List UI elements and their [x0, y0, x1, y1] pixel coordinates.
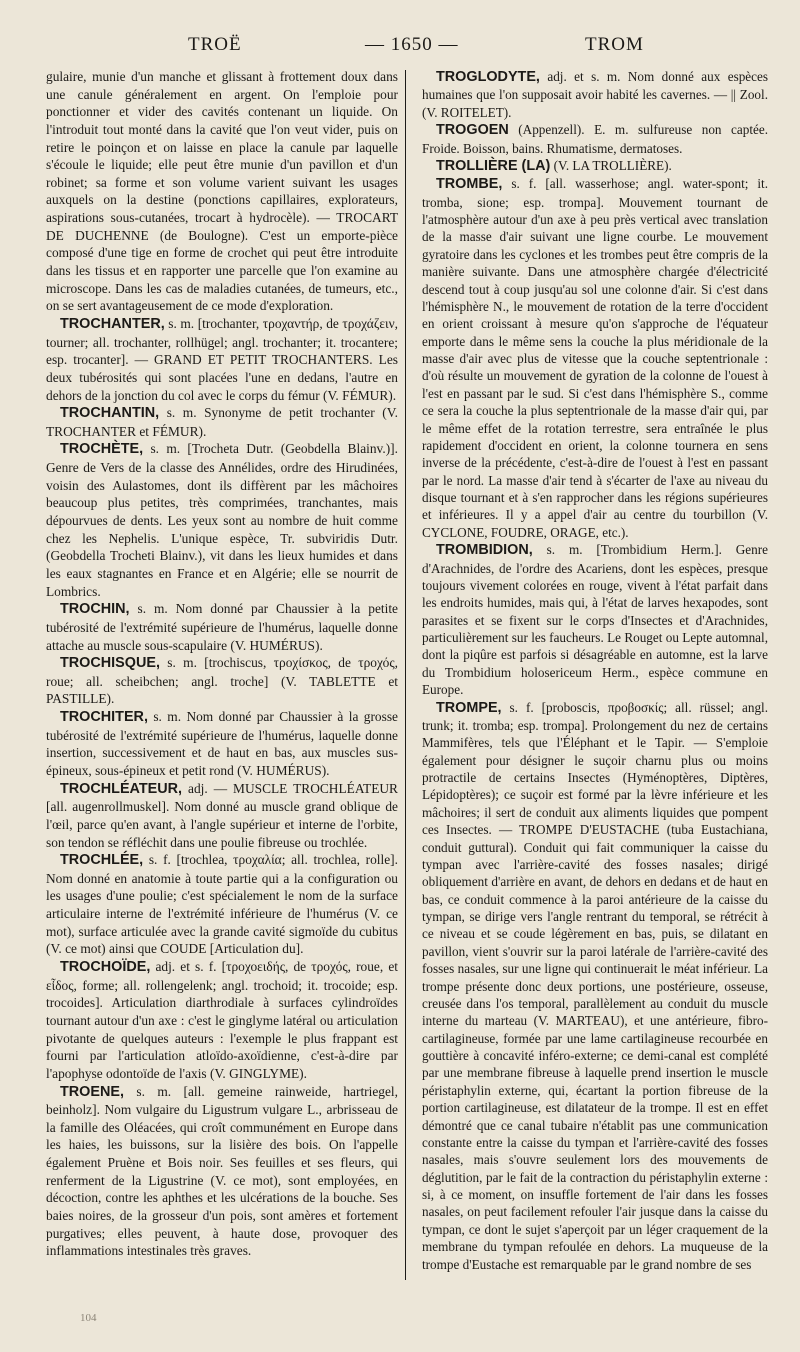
page-signature: 104 [80, 1312, 97, 1324]
headword: TROENE, [60, 1083, 124, 1100]
entry-trochisque: TROCHISQUE, s. m. [trochiscus, τροχίσκος, de τροχός, roue; all. scheibchen; angl. troche] (V. TABLETTE et PASTILLE). [46, 655, 398, 707]
column-divider [405, 70, 406, 1280]
entry-trochete: TROCHÈTE, s. m. [Trocheta Dutr. (Geobdella Blainv.)]. Genre de Vers de la classe des Annélides, ordre des Hirudinées, voisin des Aulastomes, dont ils diffèrent par les mâchoires beaucoup plus petites, très comprimées, tranchantes, mais dépourvues de dents. Les yeux sont au nombre de huit comme chez les Nephelis. L'unique espèce, Tr. subviridis Dutr. (Geobdella Trocheti Blainv.), vit dans les lieux humides et dans les eaux stagnantes en France et en Algérie; elle se nourrit de Lombrics. [46, 441, 398, 599]
entry-trochin: TROCHIN, s. m. Nom donné par Chaussier à la petite tubérosité de l'extrémité supérieure de l'humérus, laquelle donne attache au muscle sous-scapulaire (V. HUMÉRUS). [46, 601, 398, 653]
headword: TROCHOÏDE, [60, 959, 151, 976]
headword: TROCHLÉATEUR, [60, 780, 183, 797]
headword: TROCHANTIN, [60, 405, 160, 422]
entry-trochantin: TROCHANTIN, s. m. Synonyme de petit trochanter (V. TROCHANTER et FÉMUR). [46, 405, 398, 439]
entry-troene: TROENE, s. m. [all. gemeine rainweide, hartriegel, beinholz]. Nom vulgaire du Ligustrum vulgare L., arbrisseau de la famille des Oléacées, qui croît communément en Europe dans les haies, les buissons, sur la lisière des bois. On l'appelle également Pruène et Bois noir. Ses feuilles et ses fleurs, qui renferment de la Ligustrine (V. ce mot), sont employées, en décoction, contre les aphthes et les ulcérations de la bouche. Ses baies noires, de la grosseur d'un pois, sont amères et fortement purgatives; elles peuvent, à haute dose, provoquer des inflammations intestinales très graves. [46, 1083, 398, 1259]
headword: TROCHIN, [60, 601, 130, 618]
page-number: — 1650 — [365, 34, 459, 55]
headword: TROCHITER, [60, 709, 148, 726]
entry-trochiter: TROCHITER, s. m. Nom donné par Chaussier à la grosse tubérosité de l'extrémité supérieure de l'humérus, laquelle donne insertion, successivement et de haut en bas, aux muscles sus-épineux, sous-épineux et petit rond (V. HUMÉRUS). [46, 709, 398, 778]
header-right-word: TROM [585, 34, 644, 55]
left-column [46, 68, 398, 1260]
headword: TROLLIÈRE (LA) [436, 157, 551, 174]
headword: TROCHANTER, [60, 315, 165, 332]
entry-trochanter: TROCHANTER, s. m. [trochanter, τροχαντήρ, de τροχάζειν, tourner; all. trochanter, rollhügel; angl. trochanter; it. trocantere; esp. trocanter]. — GRAND ET PETIT TROCHANTERS. Les deux tubérosités qui sont placées l'une en dedans, l'autre en dehors de la jonction du col avec le corps du fémur (V. FÉMUR). [46, 315, 398, 403]
headword: TROGLODYTE, [436, 69, 540, 85]
header-left-word: TROË [188, 34, 242, 55]
headword: TROGOEN [436, 122, 509, 139]
entry-trolliere: TROLLIÈRE (LA) (V. LA TROLLIÈRE). [422, 157, 768, 175]
entry-trombe: TROMBE, s. f. [all. wasserhose; angl. water-spont; it. tromba, sione; esp. trompa]. Mouvement tournant de l'atmosphère autour d'un axe à peu près vertical avec translation de la masse d'air suivant une ligne courbe. Le mouvement gyratoire dans les cyclones et les trombes peut être compris de la manière suivante. Dans une atmosphère chargée d'électricité descend tout à coup jusqu'au sol une colonne d'air. Si c'est dans l'hémisphère N., le mouvement de rotation de la terre d'occident en orient croissant à mesure qu'on s'approche de l'équateur emporte dans le même sens la couche la plus méridionale de la masse d'air avec plus de vitesse que la couche septentrionale : d'où résulte un mouvement de gyration de la colonne de l'ouest à l'est en passant par le sud. Si c'est dans l'hémisphère S., comme ce sera la couche la plus septentrionale de la masse d'air qui, par le même effet de la rotation terrestre, sera entraînée le plus rapidement d'occident en orient, la colonne tournera en sens inverse de la précédente, c'est-à-dire de l'ouest à l'est en passant par le nord. La masse d'air tend à s'écarter de l'axe au niveau du disque tournant et à s'en rapprocher dans les régions supérieures et inférieures. Il y a appel d'air au centre du tourbillon (V. CYCLONE, FOUDRE, ORAGE, etc.). [422, 176, 768, 540]
entry-trochlee: TROCHLÉE, s. f. [trochlea, τροχαλία; all. trochlea, rolle]. Nom donné en anatomie à toute partie qui a la configuration ou les usages d'une poulie; c'est spécialement le nom de la surface articulaire interne de l'extrémité inférieure de l'humérus (V. ce mot), surface articulée avec la grande cavité sigmoïde du cubitus (V. ce mot) ainsi que COUDE [Articulation du]. [46, 852, 398, 957]
entry-trompe: TROMPE, s. f. [proboscis, προβοσκίς; all. rüssel; angl. trunk; it. tromba; esp. trompa]. Prolongement du nez de certains Mammifères, tels que l'Éléphant et le Tapir. — S'emploie également pour désigner le suçoir charnu plus ou moins protractile de certains Insectes (Hyménoptères, Diptères, Lépidoptères); ce suçoir est formé par la lèvre inférieure et les mâchoires; il sert de conduit aux aliments liquides que pompent ces Insectes. — TROMPE D'EUSTACHE (tuba Eustachiana, conduit guttural). Conduit qui fait communiquer la caisse du tympan avec l'arrière-cavité des fosses nasales; dirigé obliquement d'arrière en avant, de dehors en dedans et de haut en bas, ce conduit commence à la paroi antérieure de la caisse du tympan, se dirige vers l'angle rentrant du temporal, se rétrécit à ce niveau et se coude légèrement en bas, puis, se dilatant en pavillon, vient s'ouvrir sur la paroi latérale de l'arrière-cavité des fosses nasales, sur une ligne qui continuerait le méat inférieur. La trompe présente donc deux portions, une postérieure, osseuse, creusée dans l'os temporal, parallèlement au conduit du muscle interne du marteau (V. MARTEAU), et une antérieure, fibro-cartilagineuse, formée par une lame cartilagineuse recourbée en gouttière à concavité inféro-externe; ce demi-canal est complété par une membrane fibreuse à laquelle prend insertion le muscle péristaphylin externe, qui, écartant la portion fibreuse de la portion cartilagineuse, est dilatateur de la trompe. Il est en effet démontré que ce canal tubaire n'établit pas une communication constante entre la caisse du tympan et l'arrière-cavité des fosses nasales, mais s'ouvre seulement lors des mouvements de déglutition, par le fait de la contraction du péristaphylin externe : si, à ce moment, on insuffle fortement de l'air dans les fosses nasales, on peut facilement refouler l'air jusque dans la caisse du tympan, ce dont le sujet s'aperçoit par un léger craquement de la membrane du tympan refoulée en dehors. La muqueuse de la trompe d'Eustache est remarquable par le grand nombre de ses [422, 699, 769, 1272]
headword: TROMBIDION, [436, 542, 533, 559]
entry-trombidion: TROMBIDION, s. m. [Trombidium Herm.]. Genre d'Arachnides, de l'ordre des Acariens, dont les espèces, presque toujours vivement colorées en rouge, vivent à l'état parfait dans les endroits humides, mais qui, à l'état de larves hexapodes, sont parasites et se fixent sur le corps d'Insectes et d'Arachnides, particulièrement sur les faucheurs. Le Rouget ou Lepte automnal, dont la piqûre est parfois si désagréable en automne, est la larve du Trombidium holosericeum Herm., espèce commune en Europe. [422, 542, 768, 698]
headword: TROMBE, [436, 176, 503, 193]
entry-trochleateur: TROCHLÉATEUR, adj. — MUSCLE TROCHLÉATEUR [all. augenrollmuskel]. Nom donné au muscle grand oblique de l'œil, parce qu'en avant, à l'angle supérieur et interne de l'orbite, son tendon se réfléchit dans une poulie fibreuse ou trochlée. [46, 780, 398, 850]
headword: TROCHÈTE, [60, 441, 144, 458]
entry-trogoen: TROGOEN (Appenzell). E. m. sulfureuse non captée. Froide. Boisson, bains. Rhumatisme, dermatoses. [422, 122, 768, 156]
right-column [422, 68, 768, 1273]
headword: TROCHISQUE, [60, 655, 160, 672]
headword: TROMPE, [436, 699, 502, 716]
entry-troglodyte: TROGLODYTE, adj. et s. m. Nom donné aux espèces humaines que l'on supposait avoir habité les cavernes. — || Zool. (V. ROITELET). [422, 69, 768, 120]
entry-trochoide: TROCHOÏDE, adj. et s. f. [τροχοειδής, de τροχός, roue, et εἶδος, forme; all. rollengelenk; angl. trochoid; it. trocoide; esp. trocoides]. Articulation diarthrodiale à surfaces cylindroïdes tournant autour d'un axe : c'est le ginglyme latéral ou articulation pivotante de quelques auteurs : l'exemple le plus frappant est fourni par l'articulation atloïdo-axoïdienne, c'est-à-dire par l'apophyse odontoïde de l'axis (V. GINGLYME). [46, 959, 398, 1081]
entry-continuation: gulaire, munie d'un manche et glissant à frottement doux dans une canule généralement en argent. On l'emploie pour ponctionner et vider des cavités contenant un liquide. On l'introduit tout monté dans la cavité que l'on veut vider, puis on retire le poinçon et on laisse en place la canule par laquelle s'écoule le liquide; elle peut être munie d'un pavillon et d'un robinet; sa forme et son volume varient suivant les usages auxquels on la destine (ponctions capillaires, explorateurs, aspirations sous-cutanées, trocart à hydrocèle). — TROCART DE DUCHENNE (de Boulogne). C'est un emporte-pièce composé d'une tige en forme de crochet qui peut être introduite dans les tissus et en rapporter une parcelle que l'on examine au microscope. Dans les cas de maladies cutanées, de tumeurs, etc., on se sert avantageusement de ce mode d'exploration. [46, 69, 398, 314]
headword: TROCHLÉE, [60, 852, 144, 869]
page-header [40, 28, 760, 60]
